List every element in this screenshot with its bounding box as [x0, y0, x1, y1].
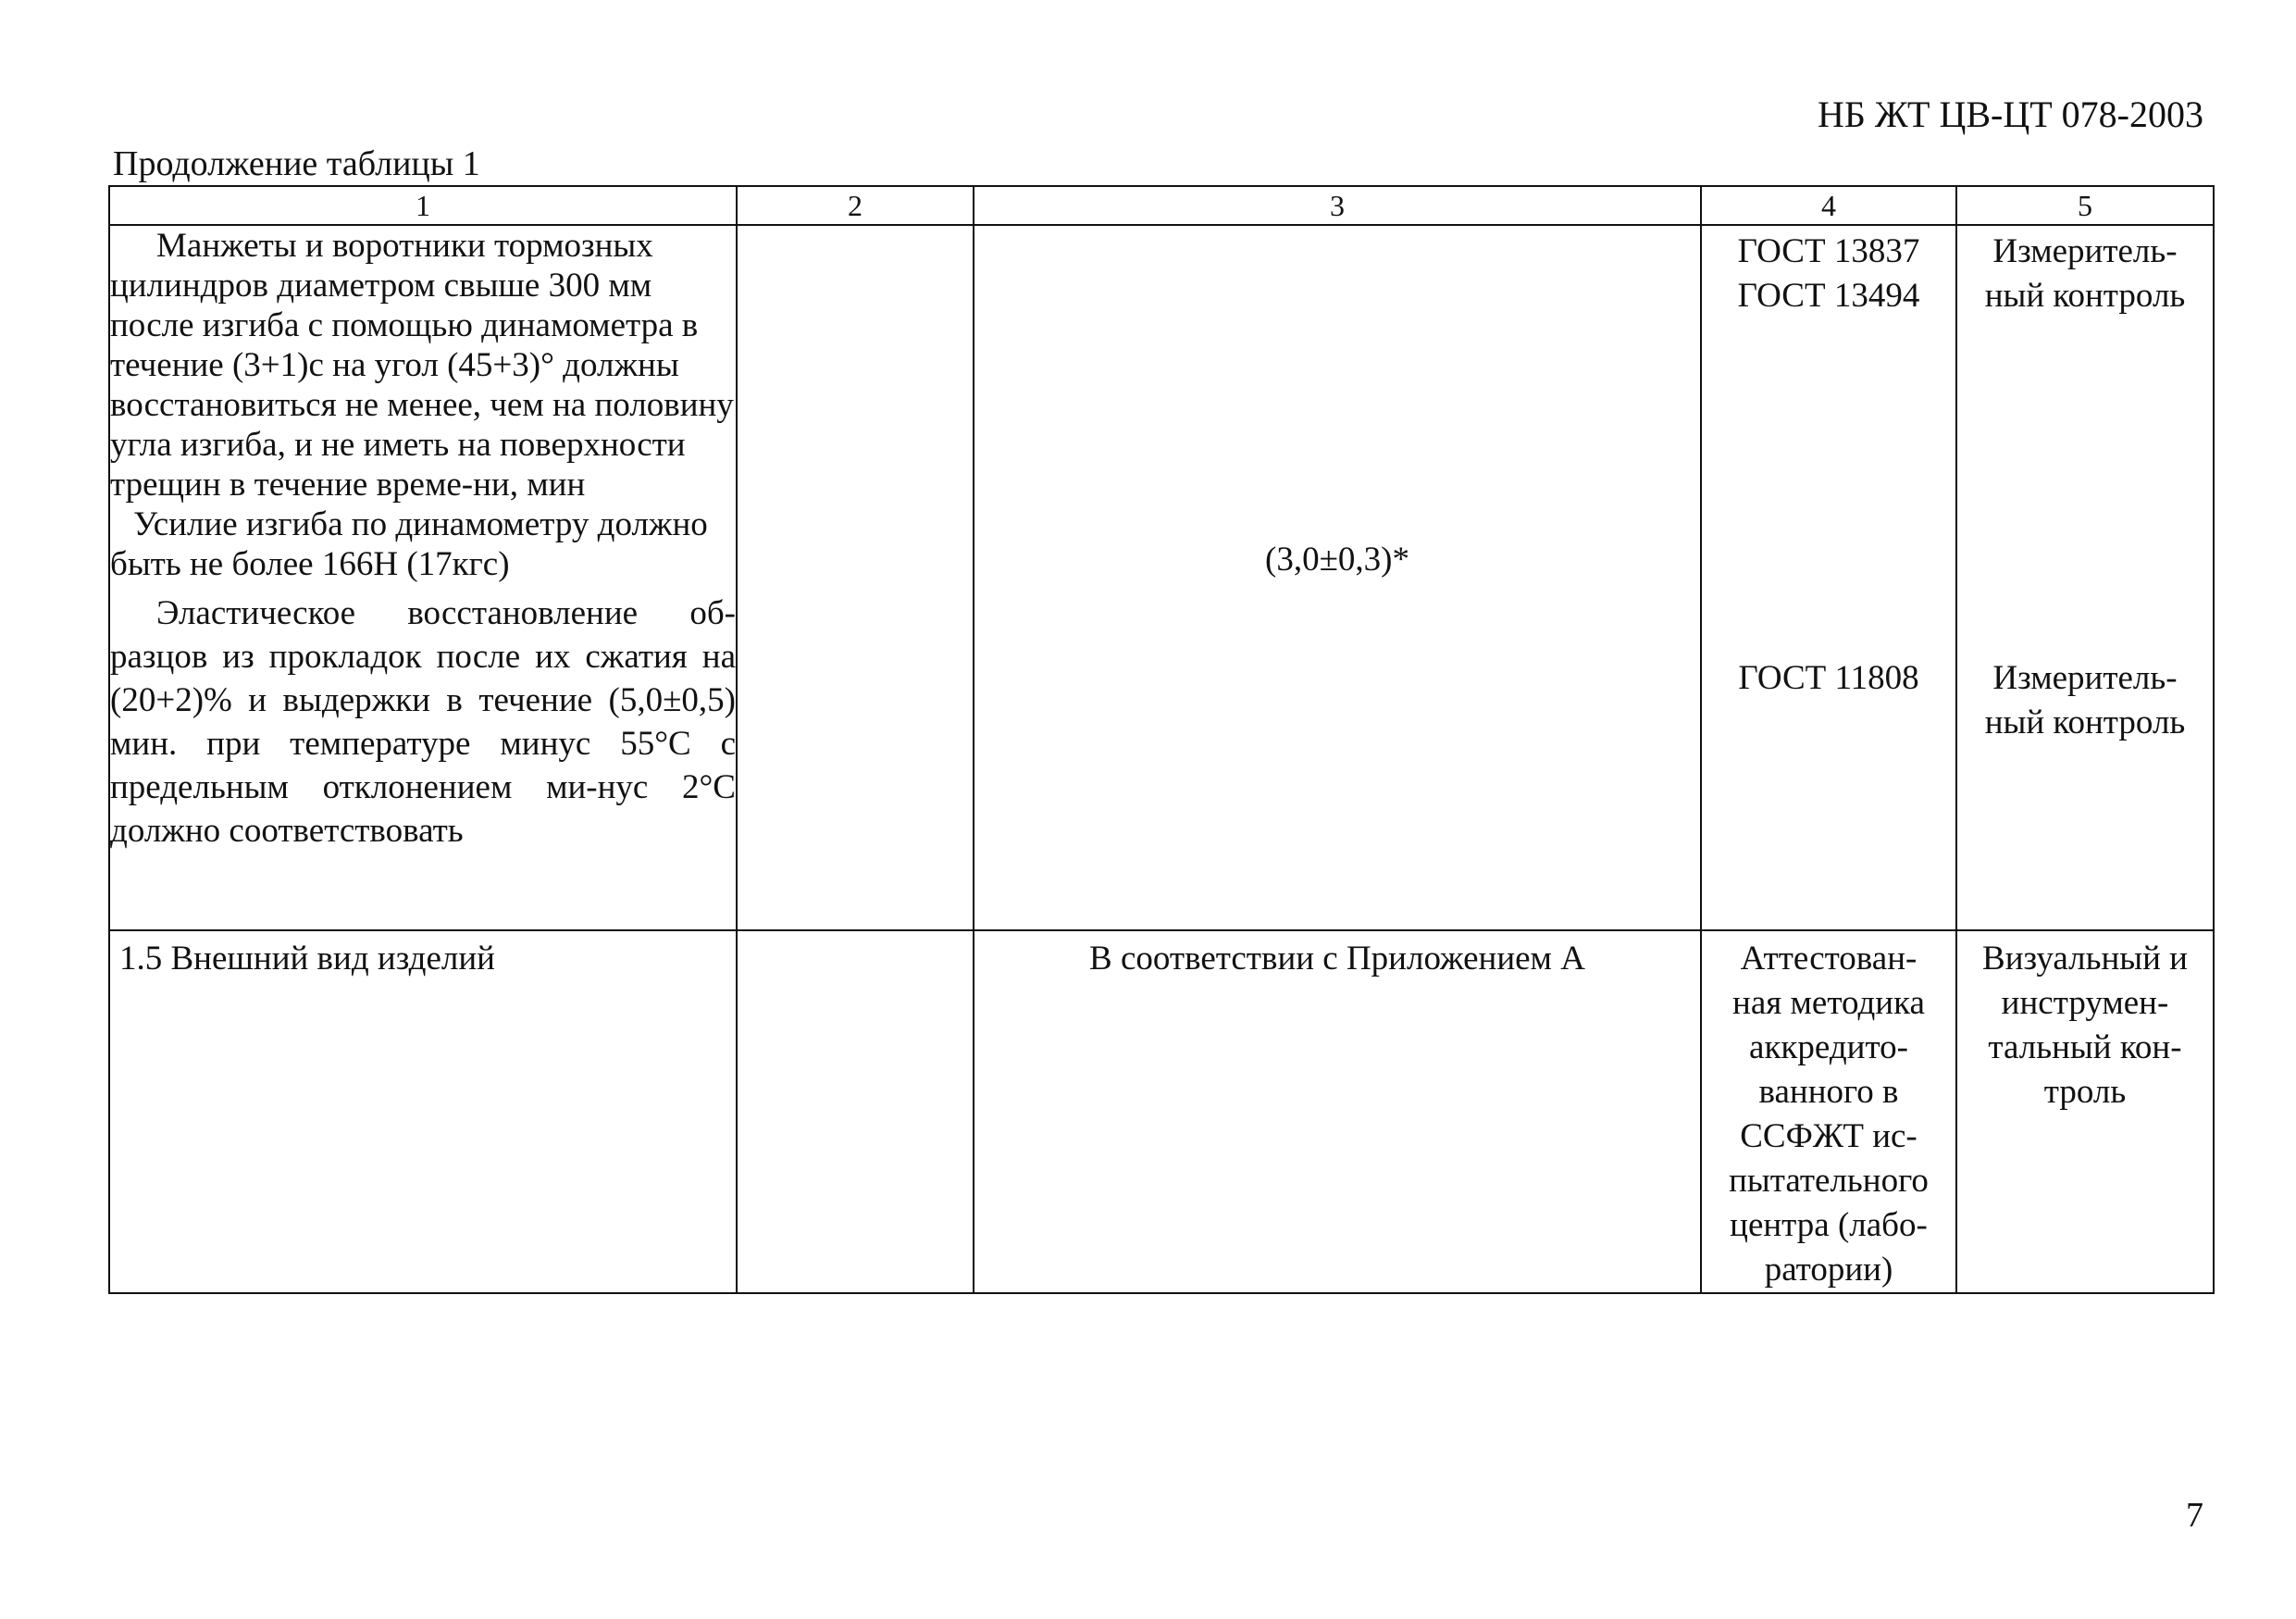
table-caption: Продолжение таблицы 1 — [113, 144, 480, 183]
method-line: ССФЖТ ис- — [1740, 1117, 1917, 1155]
column-header-3: 3 — [974, 186, 1701, 225]
control-method-text: Измеритель- — [1992, 232, 2178, 270]
method-line: аккредито- — [1749, 1028, 1908, 1066]
standard-ref: ГОСТ 13837 — [1737, 232, 1920, 270]
method-line: ная методика — [1732, 984, 1925, 1022]
table-row — [109, 225, 2214, 930]
control-method-text: инструмен- — [2001, 984, 2169, 1022]
requirement-cell: 1.5 Внешний вид изделий — [109, 930, 737, 1293]
value-cell: В соответствии с Приложением А — [974, 930, 1701, 1293]
method-line: ратории) — [1764, 1251, 1893, 1289]
column-header-1: 1 — [109, 186, 737, 225]
method-line: ванного в — [1758, 1073, 1899, 1111]
control-method-text: тальный кон- — [1988, 1028, 2182, 1066]
table-row — [109, 930, 2214, 1293]
standard-ref: ГОСТ 13494 — [1737, 277, 1920, 315]
control-method-text: ный контроль — [1984, 277, 2186, 315]
requirement-cell — [109, 225, 737, 930]
empty-cell — [737, 225, 974, 930]
column-header-4: 4 — [1701, 186, 1956, 225]
table-header-row — [109, 186, 2214, 225]
page-number: 7 — [2186, 1496, 2203, 1535]
standard-ref: ГОСТ 11808 — [1738, 659, 1919, 697]
empty-cell — [737, 930, 974, 1293]
standard-cell — [1701, 225, 1956, 930]
method-line: Аттестован- — [1740, 940, 1917, 978]
column-header-5: 5 — [1956, 186, 2214, 225]
method-line: пытательного — [1729, 1162, 1929, 1200]
method-line: центра (лабо- — [1730, 1206, 1928, 1244]
control-method-text: Измеритель- — [1992, 659, 2178, 697]
control-method-cell — [1956, 225, 2214, 930]
value-cell — [974, 225, 1701, 930]
requirement-text: Усилие изгиба по динамометру должно быть не более 166Н (17кгс) — [110, 505, 708, 583]
requirement-text: Эластическое восстановление об-разцов из прокладок после их сжатия на (20+2)% и выдержки в течение (5,0±0,5) мин. при температуре минус 55°С с предельным отклонением ми-нус 2°С должно соответствовать — [110, 594, 736, 850]
control-method-text: Визуальный и — [1982, 940, 2188, 978]
column-header-2: 2 — [737, 186, 974, 225]
control-method-text: троль — [2043, 1073, 2127, 1111]
tolerance-value: (3,0±0,3)* — [1265, 540, 1409, 579]
document-code: НБ ЖТ ЦВ-ЦТ 078-2003 — [1818, 93, 2203, 135]
control-method-text: ный контроль — [1984, 704, 2186, 741]
spec-table — [108, 185, 2215, 1294]
control-method-cell — [1956, 930, 2214, 1293]
standard-cell — [1701, 930, 1956, 1293]
requirement-text: Манжеты и воротники тормозных цилиндров диаметром свыше 300 мм после изгиба с помощью динамометра в течение (3+1)с на угол (45+3)° должны восстановиться не менее, чем на половину угла изгиба, и не иметь на поверхности трещин в течение време-ни, мин — [110, 227, 734, 504]
